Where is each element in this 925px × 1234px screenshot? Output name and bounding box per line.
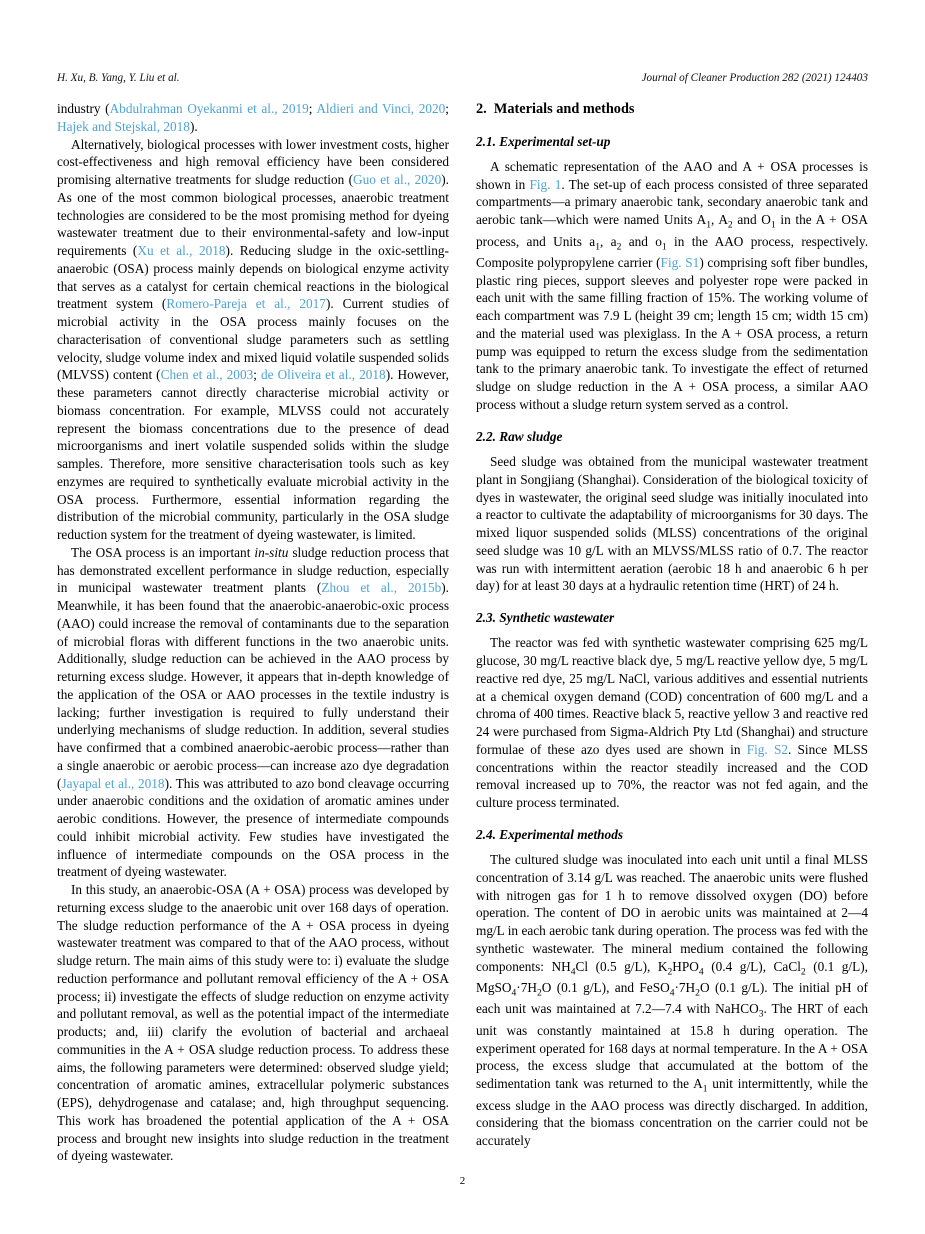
text-run: O (0.1 g/L). The initial pH of each unit was maintained at 7.2—7.4 with NaHCO bbox=[476, 980, 868, 1017]
text-run: Alternatively, biological processes with lower investment costs, higher cost-effectiveness and high removal efficiency have been considered promising alternative treatments for sludge reduction ( bbox=[57, 136, 449, 187]
text-run: sludge reduction process that has demonstrated excellent performance in sludge reduction, especially in municipal wastewater treatment plants ( bbox=[57, 544, 449, 596]
subscript: 2 bbox=[800, 966, 806, 978]
text-run: ). Current studies of microbial activity in the OSA process mainly focuses on the characterisation of conventional sludge parameters such as settling velocity, sludge volume index and mixed liquid volatile suspended solids (MLVSS) content ( bbox=[57, 296, 449, 383]
citation-link[interactable]: Guo et al., 2020 bbox=[353, 172, 442, 187]
subscript: 4 bbox=[698, 966, 704, 978]
text-run: ). Reducing sludge in the oxic-settling-anaerobic (OSA) process mainly depends on biological enzyme activity that serves as a catalyst for certain chemical reactions in the biological treatment system ( bbox=[57, 243, 449, 312]
text-run: . The HRT of each unit was constantly maintained at 15.8 h during operation. The experiment operated for 168 days at normal temperature. In the A + OSA process, the excess sludge that accumulated at the bottom of the sedimentation tank was returned to the A bbox=[476, 1001, 868, 1092]
citation-link[interactable]: de Oliveira et al., 2018 bbox=[260, 367, 386, 383]
text-run: , a bbox=[599, 233, 617, 249]
citation-link[interactable]: Chen et al., 2003 bbox=[160, 367, 254, 383]
text-run: A schematic representation of the AAO and A + OSA processes is shown in bbox=[476, 158, 868, 192]
text-run: industry ( bbox=[57, 101, 110, 116]
text-run: (0.4 g/L), CaCl bbox=[703, 958, 801, 974]
paragraph-experimental-set-up bbox=[476, 158, 868, 414]
subscript: 4 bbox=[669, 987, 675, 999]
section-title: Materials and methods bbox=[493, 101, 635, 117]
text-run: , A bbox=[711, 212, 728, 228]
text-run: in the A + OSA process, and Units a bbox=[476, 212, 868, 249]
subscript: 2 bbox=[695, 987, 700, 999]
subscript: 1 bbox=[706, 219, 712, 231]
text-run: The OSA process is an important bbox=[71, 544, 255, 560]
paragraph-alternatively bbox=[57, 136, 449, 544]
text-run: (0.1 g/L), MgSO bbox=[476, 958, 869, 996]
citation-link[interactable]: Jayapal et al., 2018 bbox=[61, 775, 165, 791]
paragraph-continued: industry (Abdulrahman Oyekanmi et al., 2019; Aldieri and Vinci, 2020; Hajek and Stejskal, 2018). bbox=[57, 101, 449, 134]
subscript: 1 bbox=[702, 1083, 708, 1095]
text-run: Cl (0.5 g/L), K bbox=[575, 958, 668, 974]
text-run: ) comprising soft fiber bundles, plastic ring pieces, support sleeves and polyester rope were packed in each unit with the same filling fraction of 15%. The working volume of each compartment was 7.9 L (height 39 cm; length 15 cm; width 15 cm) and the material used was plexiglass. In the A + OSA process, a return pump was equipped to return the excess sludge from the sedimentation tank to the primary anaerobic tank. To investigate the effect of returned sludge on sludge reduction in the A + OSA process, a similar AAO process without a sludge return system served as a control. bbox=[476, 254, 868, 412]
text-run: The cultured sludge was inoculated into each unit until a final MLSS concentration of 3.14 g/L was reached. The anaerobic units were flushed with nitrogen gas for 1 h to remove dissolved oxygen (DO) before operation. The content of DO in aerobic units was maintained at 2—4 mg/L in each aerobic tank during operation. The process was fed with the synthetic wastewater. The mineral medium contained the following components: NH bbox=[476, 852, 868, 974]
text-run: ; bbox=[253, 367, 261, 383]
text-run: in the AAO process, respectively. Composite polypropylene carrier ( bbox=[476, 233, 869, 270]
text-run: ). bbox=[189, 118, 198, 134]
section-heading-materials-and-methods bbox=[476, 100, 868, 119]
two-column-body bbox=[57, 100, 868, 1165]
text-run: and O bbox=[732, 212, 771, 228]
subscript: 2 bbox=[667, 966, 673, 978]
figure-link[interactable]: Fig. S2 bbox=[746, 741, 788, 757]
citation-link[interactable]: Zhou et al., 2015b bbox=[321, 580, 442, 596]
paragraph-synthetic-wastewater bbox=[476, 634, 868, 812]
subsection-heading-experimental-set-up: 2.1. Experimental set-up bbox=[476, 133, 611, 149]
header-journal: Journal of Cleaner Production 282 (2021) 124403 bbox=[641, 72, 868, 84]
text-run: unit intermittently, while the excess sludge in the AAO process was directly discharged. In addition, considering that the biomass concentration on the carrier could not be accurately bbox=[476, 1076, 869, 1149]
text-run: ). Meanwhile, it has been found that the anaerobic-anaerobic-oxic process (AAO) could increase the removal of contaminants due to the separation of microbial floras with different functions in the two anaerobic units. Additionally, sludge reduction can be achieved in the AAO process by returning excess sludge. However, it appears that in-depth knowledge of the application of the OSA or AAO processes in the textile industry is lacking; further investigation is required to fully understand their underlying mechanisms of sludge reduction. In addition, several studies have confirmed that a combined anaerobic-aerobic process—rather than a single anaerobic or aerobic process—can increase azo dye degradation ( bbox=[57, 580, 450, 791]
paragraph-osa-process bbox=[57, 544, 449, 881]
subsection-heading-experimental-methods: 2.4. Experimental methods bbox=[476, 826, 624, 842]
text-run: ). However, these parameters cannot directly characterise microbial activity or biomass concentration. For example, MLVSS could not accurately represent the biomass concentrations due to the presence of dead microorganisms and inert volatile suspended solids within the sludge samples. Therefore, more sensitive characterisation tools such as key enzymes are required to synthetically evaluate microbial activity in the OSA process. Furthermore, essential information regarding the distribution of the microbial community, particularly in the OSA sludge reduction system for the treatment of dyeing wastewater, is limited. bbox=[57, 367, 450, 542]
citation-link[interactable]: Xu et al., 2018 bbox=[137, 243, 226, 258]
subscript: 1 bbox=[661, 241, 667, 253]
text-run: HPO bbox=[672, 958, 699, 974]
page-number: 2 bbox=[459, 1175, 466, 1187]
citation-link[interactable]: Abdulrahman Oyekanmi et al., 2019 bbox=[109, 101, 309, 116]
subscript: 2 bbox=[536, 987, 542, 999]
citation-link[interactable]: Romero-Pareja et al., 2017 bbox=[166, 296, 326, 312]
text-run: . Since MLSS concentrations within the reactor steadily increased and the COD removal increased up to 70%, the reactor was not fed again, and the culture process terminated. bbox=[476, 741, 868, 811]
subscript: 3 bbox=[758, 1009, 764, 1021]
subscript: 1 bbox=[770, 219, 776, 231]
paragraph-raw-sludge: Seed sludge was obtained from the municipal wastewater treatment plant in Songjiang (Shanghai). Consideration of the biological toxicity of dyes in wastewater, the original seed sludge was initially inoculated into a reactor to cultivate the adaptability of microorganisms for 30 days. The mixed liquor suspended solids (MLSS) concentrations of the original seed sludge was 10 g/L with an MLVSS/MLSS ratio of 0.7. The reactor was run with intermittent aeration (aerobic 18 h and anaerobic 6 h per day) for at least 30 days at a hydraulic retention time (HRT) of 24 h. bbox=[476, 454, 868, 594]
paragraph-experimental-methods bbox=[476, 851, 868, 1150]
citation-link[interactable]: Hajek and Stejskal, 2018 bbox=[57, 118, 190, 134]
figure-link[interactable]: Fig. S1 bbox=[660, 254, 700, 270]
text-run: . The set-up of each process consisted of three separated compartments—a primary anaerobic tank, secondary anaerobic tank and aerobic tank—which were named Units A bbox=[476, 176, 868, 228]
text-run: ). As one of the most common biological processes, anaerobic treatment technologies are considered to be the most promising method for dyeing wastewater treatment due to their environmental-safety and low-input requirements ( bbox=[57, 172, 449, 258]
subscript: 1 bbox=[595, 241, 600, 253]
left-column bbox=[57, 100, 449, 1165]
section-number: 2. bbox=[476, 101, 487, 117]
subscript: 4 bbox=[511, 987, 517, 999]
citation-link[interactable]: Aldieri and Vinci, 2020 bbox=[316, 101, 446, 116]
subscript: 4 bbox=[570, 966, 576, 978]
subsection-heading-synthetic-wastewater: 2.3. Synthetic wastewater bbox=[476, 610, 615, 626]
text-run: ). This was attributed to azo bond cleavage occurring under anaerobic conditions and the oxidation of aromatic amines under aerobic conditions. However, the presence of intermediate compounds could inhibit microbial activity. Few studies have investigated the influence of intermediate compounds on the OSA process in the treatment of dyeing wastewater. bbox=[57, 775, 450, 880]
emphasis-in-situ: in-situ bbox=[254, 544, 289, 560]
running-header bbox=[57, 72, 868, 84]
text-run: ·7H bbox=[516, 980, 537, 996]
subscript: 2 bbox=[616, 241, 622, 253]
text-run: and o bbox=[621, 233, 662, 249]
subsection-heading-raw-sludge: 2.2. Raw sludge bbox=[476, 428, 563, 444]
figure-link[interactable]: Fig. 1 bbox=[529, 176, 562, 192]
text-run: The reactor was fed with synthetic wastewater comprising 625 mg/L glucose, 30 mg/L reactive black dye, 5 mg/L reactive yellow dye, 5 mg/L reactive red dye, 25 mg/L NaCl, various additives and essential nutrients at a chemical oxygen demand (COD) concentration of 600 mg/L and a chroma of 400 times. Reactive black 5, reactive yellow 3 and reactive red 24 were purchased from Sigma-Aldrich Pty Ltd (Shanghai) and structure formulae of these azo dyes used are shown in bbox=[476, 635, 868, 757]
text-run: O (0.1 g/L), and FeSO bbox=[541, 980, 670, 996]
text-run: ·7H bbox=[674, 980, 696, 996]
paragraph-in-this-study: In this study, an anaerobic-OSA (A + OSA) process was developed by returning excess sludge to the anaerobic unit over 168 days of operation. The sludge reduction performance of the A + OSA process in dyeing wastewater treatment was compared to that of the AAO process, without sludge return. The main aims of this study were to: i) evaluate the sludge reduction performance and pollutant removal efficiency of the A + OSA process; ii) investigate the effects of sludge reduction on enzyme activity and pollutant removal, as well as the potential impact of the intermediate products; and, iii) clarify the evolution of bacterial and archaeal communities in the A + OSA sludge reduction process. To address these aims, the following parameters were determined: observed sludge yield; concentration of aromatic amines, extracellular polymeric substances (EPS), dehydrogenase and catalase; and, high throughput sequencing. This work has broadened the potential application of the A + OSA process and brought new insights into sludge reduction in the treatment of dyeing wastewater. bbox=[57, 882, 449, 1164]
header-authors: H. Xu, B. Yang, Y. Liu et al. bbox=[57, 72, 180, 84]
right-column bbox=[476, 100, 868, 1165]
subscript: 2 bbox=[727, 219, 733, 231]
